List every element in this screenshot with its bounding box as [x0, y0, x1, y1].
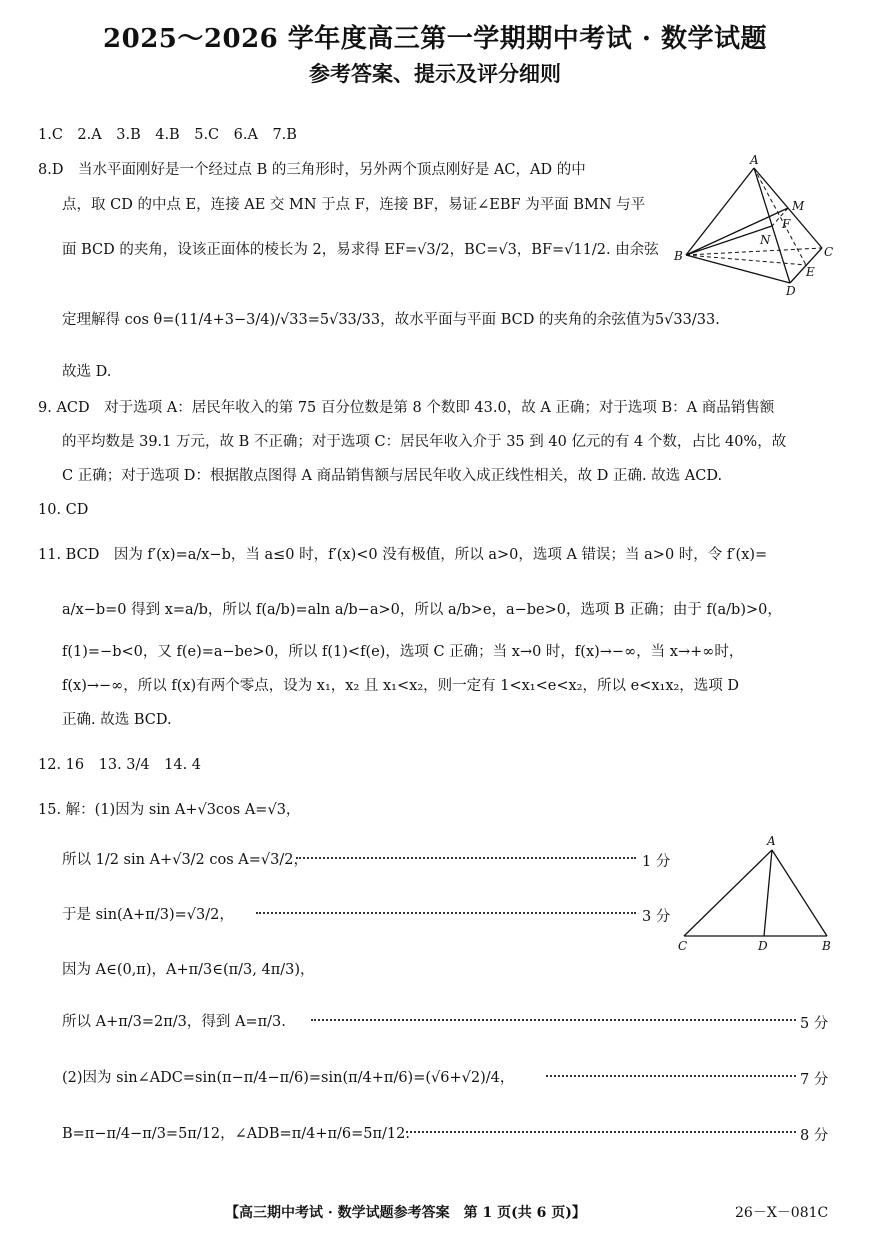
- q15-line-6: (2)因为 sin∠ADC=sin(π−π/4−π/6)=sin(π/4+π/6)=(√6+√2)/4，: [62, 1070, 515, 1086]
- q8-line-3: 面 BCD 的夹角，设该正面体的棱长为 2，易求得 EF=√3/2，BC=√3，BF=√11/2. 由余弦: [62, 242, 659, 258]
- label-D: D: [758, 939, 768, 953]
- label-D: D: [786, 284, 796, 298]
- q15-line-7: B=π−π/4−π/3=5π/12，∠ADB=π/4+π/6=5π/12.: [62, 1126, 410, 1142]
- q11-line-3: f(1)=−b<0，又 f(e)=a−be>0，所以 f(1)<f(e)，选项 C 正确；当 x→0 时，f(x)→−∞，当 x→+∞时，: [62, 644, 744, 660]
- tetrahedron-figure: [672, 152, 840, 302]
- label-N: N: [760, 233, 771, 247]
- page-title: 2025～2026 学年度高三第一学期期中考试 · 数学试题: [103, 24, 767, 54]
- q15-line-5: 所以 A+π/3=2π/3，得到 A=π/3.: [62, 1014, 286, 1030]
- answers-12-14: 12. 16 13. 3/4 14. 4: [38, 757, 202, 773]
- label-A: A: [767, 834, 776, 848]
- label-C: C: [678, 939, 688, 953]
- label-B: B: [674, 249, 683, 263]
- q9-line-1: 9. ACD 对于选项 A：居民年收入的第 75 百分位数是第 8 个数即 43.0，故 A 正确；对于选项 B：A 商品销售额: [38, 400, 775, 416]
- dot-leader: [311, 1014, 796, 1021]
- q15-line-1: 15. 解：(1)因为 sin A+√3cos A=√3，: [38, 802, 301, 818]
- label-C: C: [824, 245, 834, 259]
- footer-code: 26－X－081C: [735, 1205, 829, 1221]
- q15-line-2: 所以 1/2 sin A+√3/2 cos A=√3/2，: [62, 852, 308, 868]
- q8-line-2: 点，取 CD 的中点 E，连接 AE 交 MN 于点 F，连接 BF，易证∠EBF 为平面 BMN 与平: [62, 197, 646, 213]
- dot-leader: [296, 852, 636, 859]
- q9-line-3: C 正确；对于选项 D：根据散点图得 A 商品销售额与居民年收入成正线性相关，故 D 正确. 故选 ACD.: [62, 468, 723, 484]
- label-M: M: [792, 199, 805, 213]
- score-1: 1 分: [642, 854, 671, 870]
- label-F: F: [782, 217, 791, 231]
- page-subtitle: 参考答案、提示及评分细则: [309, 61, 561, 86]
- dot-leader: [546, 1070, 796, 1077]
- triangle-figure: [672, 830, 840, 955]
- score-3: 5 分: [800, 1016, 829, 1032]
- q8-line-4: 定理解得 cos θ=(11/4+3−3/4)/√33=5√33/33，故水平面与平面 BCD 的夹角的余弦值为5√33/33.: [62, 312, 720, 328]
- q11-line-4: f(x)→−∞，所以 f(x)有两个零点，设为 x₁，x₂ 且 x₁<x₂，则一定有 1<x₁<e<x₂，所以 e<x₁x₂，选项 D: [62, 678, 740, 694]
- label-E: E: [806, 265, 815, 279]
- dot-leader: [406, 1126, 796, 1133]
- q10-answer: 10. CD: [38, 502, 89, 518]
- answers-1-7: 1.C 2.A 3.B 4.B 5.C 6.A 7.B: [38, 127, 297, 143]
- footer-page-info: 【高三期中考试 · 数学试题参考答案 第 1 页(共 6 页)】: [225, 1205, 586, 1221]
- score-4: 7 分: [800, 1072, 829, 1088]
- q9-line-2: 的平均数是 39.1 万元，故 B 不正确；对于选项 C：居民年收入介于 35 到 40 亿元的有 4 个数，占比 40%，故: [62, 434, 787, 450]
- q8-line-5: 故选 D.: [62, 364, 112, 380]
- label-A: A: [750, 153, 759, 167]
- score-2: 3 分: [642, 909, 671, 925]
- label-B: B: [822, 939, 831, 953]
- q8-line-1: 8.D 当水平面刚好是一个经过点 B 的三角形时，另外两个顶点刚好是 AC，AD 的中: [38, 162, 586, 178]
- q15-line-3: 于是 sin(A+π/3)=√3/2，: [62, 907, 234, 923]
- dot-leader: [256, 907, 636, 914]
- score-5: 8 分: [800, 1128, 829, 1144]
- q11-line-1: 11. BCD 因为 f′(x)=a/x−b，当 a≤0 时，f′(x)<0 没有极值，所以 a>0，选项 A 错误；当 a>0 时，令 f′(x)=: [38, 547, 768, 563]
- q11-line-5: 正确. 故选 BCD.: [62, 712, 172, 728]
- q15-line-4: 因为 A∈(0,π)，A+π/3∈(π/3, 4π/3)，: [62, 962, 315, 978]
- q11-line-2: a/x−b=0 得到 x=a/b，所以 f(a/b)=aln a/b−a>0，所以 a/b>e，a−be>0，选项 B 正确；由于 f(a/b)>0，: [62, 602, 782, 618]
